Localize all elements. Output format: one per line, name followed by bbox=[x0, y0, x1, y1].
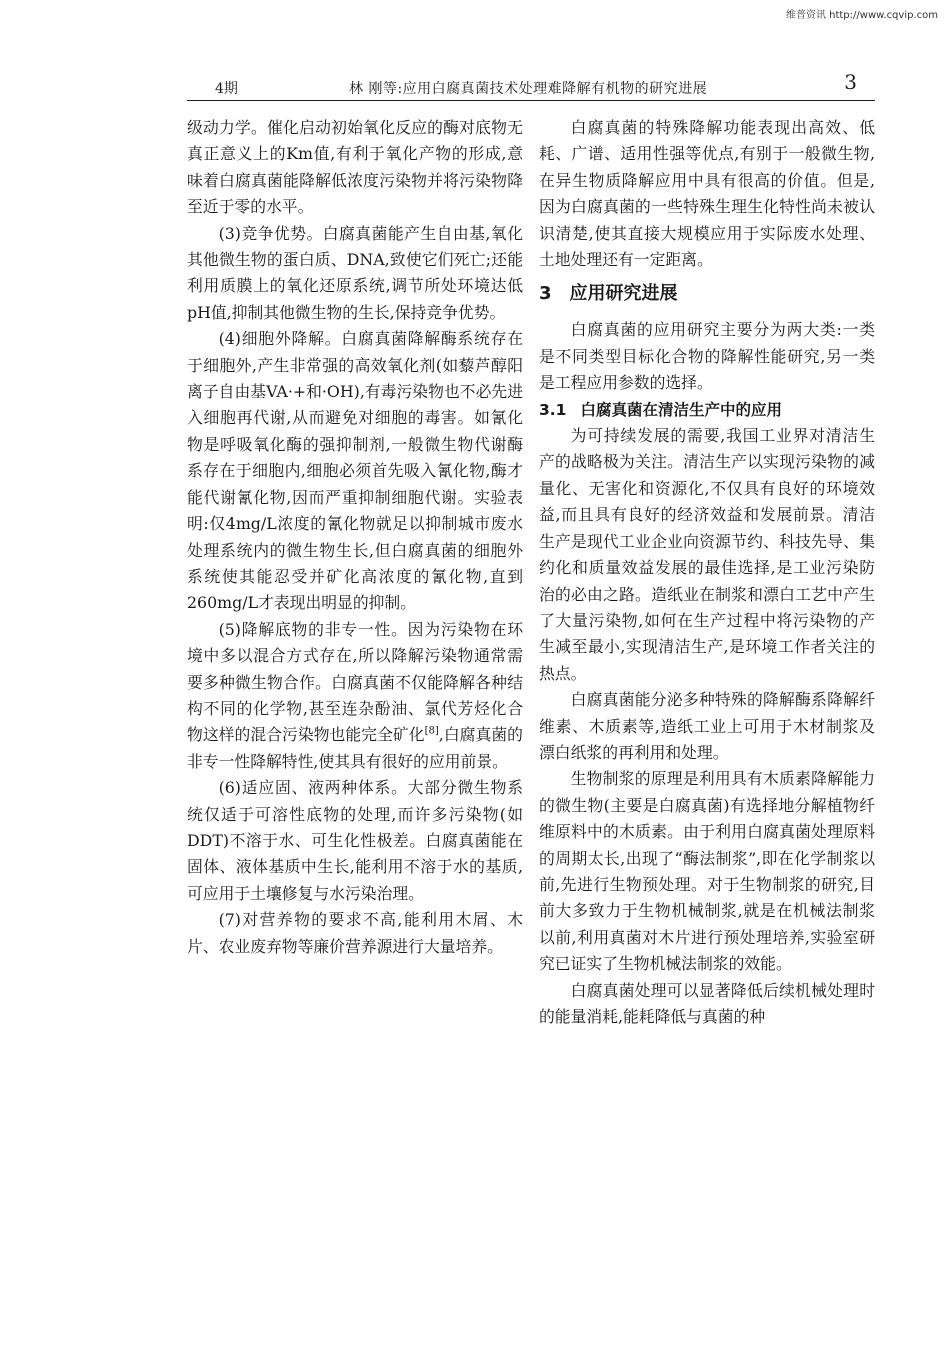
subsection-number: 3.1 bbox=[539, 400, 567, 419]
section-heading bbox=[539, 279, 875, 309]
paragraph: 白腐真菌的应用研究主要分为两大类:一类是不同类型目标化合物的降解性能研究,另一类是工程应用参数的选择。 bbox=[539, 320, 875, 393]
paragraph: 白腐真菌能分泌多种特殊的降解酶系降解纤维素、木质素等,造纸工业上可用于木材制浆及漂白纸浆的再利用和处理。 bbox=[539, 690, 875, 762]
paragraph-text: ,白腐真菌的非专一性降解特性,使其具有很好的应用前景。 bbox=[187, 725, 523, 771]
left-column bbox=[187, 115, 523, 960]
subsection-heading bbox=[539, 397, 875, 423]
paragraph bbox=[187, 617, 523, 775]
citation-ref: [8] bbox=[424, 726, 439, 738]
paragraph: 为可持续发展的需要,我国工业界对清洁生产的战略极为关注。清洁生产以实现污染物的减量化、无害化和资源化,不仅具有良好的环境效益,而且具有良好的经济效益和发展前景。清洁生产是现代工业企业向资源节约、科技先导、集约化和质量效益发展的最佳选择,是工业污染防治的必由之路。造纸业在制浆和漂白工艺中产生了大量污染物,如何在生产过程中将污染物的产生减至最小,实现清洁生产,是环境工作者关注的热点。 bbox=[539, 426, 875, 683]
running-title: 林 刚等:应用白腐真菌技术处理难降解有机物的研究进展 bbox=[349, 81, 708, 97]
section-title: 应用研究进展 bbox=[569, 283, 678, 305]
section-number: 3 bbox=[539, 283, 552, 305]
running-header bbox=[187, 70, 875, 101]
issue-number: 4期 bbox=[215, 81, 238, 97]
paragraph: (3)竞争优势。白腐真菌能产生自由基,氧化其他微生物的蛋白质、DNA,致使它们死亡;还能利用质膜上的氧化还原系统,调节所处环境达低pH值,抑制其他微生物的生长,保持竞争优势。 bbox=[187, 223, 523, 322]
right-column bbox=[539, 115, 875, 1030]
paragraph: 生物制浆的原理是利用具有木质素降解能力的微生物(主要是白腐真菌)有选择地分解植物纤维原料中的木质素。由于利用白腐真菌处理原料的周期太长,出现了“酶法制浆”,即在化学制浆以前,先进行生物预处理。对于生物制浆的研究,目前大多致力于生物机械制浆,就是在机械法制浆以前,利用真菌对木片进行预处理培养,实验室研究已证实了生物机械法制浆的效能。 bbox=[539, 769, 875, 974]
paragraph-text: (5)降解底物的非专一性。因为污染物在环境中多以混合方式存在,所以降解污染物通常需要多种微生物合作。白腐真菌不仅能降解各种结构不同的化学物,甚至连杂酚油、氯代芳烃化合物这样的混合污染物也能完全矿化 bbox=[187, 619, 523, 745]
paragraph: 白腐真菌的特殊降解功能表现出高效、低耗、广谱、适用性强等优点,有别于一般微生物,在异生物质降解应用中具有很高的价值。但是,因为白腐真菌的一些特殊生理生化特性尚未被认识清楚,使其直接大规模应用于实际废水处理、土地处理还有一定距离。 bbox=[539, 118, 875, 270]
paragraph: (6)适应固、液两种体系。大部分微生物系统仅适于可溶性底物的处理,而许多污染物(如DDT)不溶于水、可生化性极差。白腐真菌能在固体、液体基质中生长,能利用不溶于水的基质,可应用于土壤修复与水污染治理。 bbox=[187, 778, 523, 903]
paragraph: (4)细胞外降解。白腐真菌降解酶系统存在于细胞外,产生非常强的高效氧化剂(如藜芦醇阳离子自由基VA·+和·OH),有毒污染物也不必先进入细胞再代谢,从而避免对细胞的毒害。如氰化物是呼吸氧化酶的强抑制剂,一般微生物代谢酶系存在于细胞内,细胞必须首先吸入氰化物,酶才能代谢氰化物,因而严重抑制细胞代谢。实验表明:仅4mg/L浓度的氰化物就足以抑制城市废水处理系统内的微生物生长,但白腐真菌的细胞外系统使其能忍受并矿化高浓度的氰化物,直到260mg/L才表现出明显的抑制。 bbox=[187, 329, 523, 613]
subsection-title: 白腐真菌在清洁生产中的应用 bbox=[580, 400, 782, 419]
paragraph: 白腐真菌处理可以显著降低后续机械处理时的能量消耗,能耗降低与真菌的种 bbox=[539, 980, 875, 1026]
paragraph: 级动力学。催化启动初始氧化反应的酶对底物无真正意义上的Km值,有利于氧化产物的形成,意味着白腐真菌能降解低浓度污染物并将污染物降至近于零的水平。 bbox=[187, 118, 523, 217]
watermark: 维普资讯 http://www.cqvip.com bbox=[785, 10, 938, 21]
paragraph: (7)对营养物的要求不高,能利用木屑、木片、农业废弃物等廉价营养源进行大量培养。 bbox=[187, 910, 523, 956]
page-number: 3 bbox=[844, 70, 857, 94]
